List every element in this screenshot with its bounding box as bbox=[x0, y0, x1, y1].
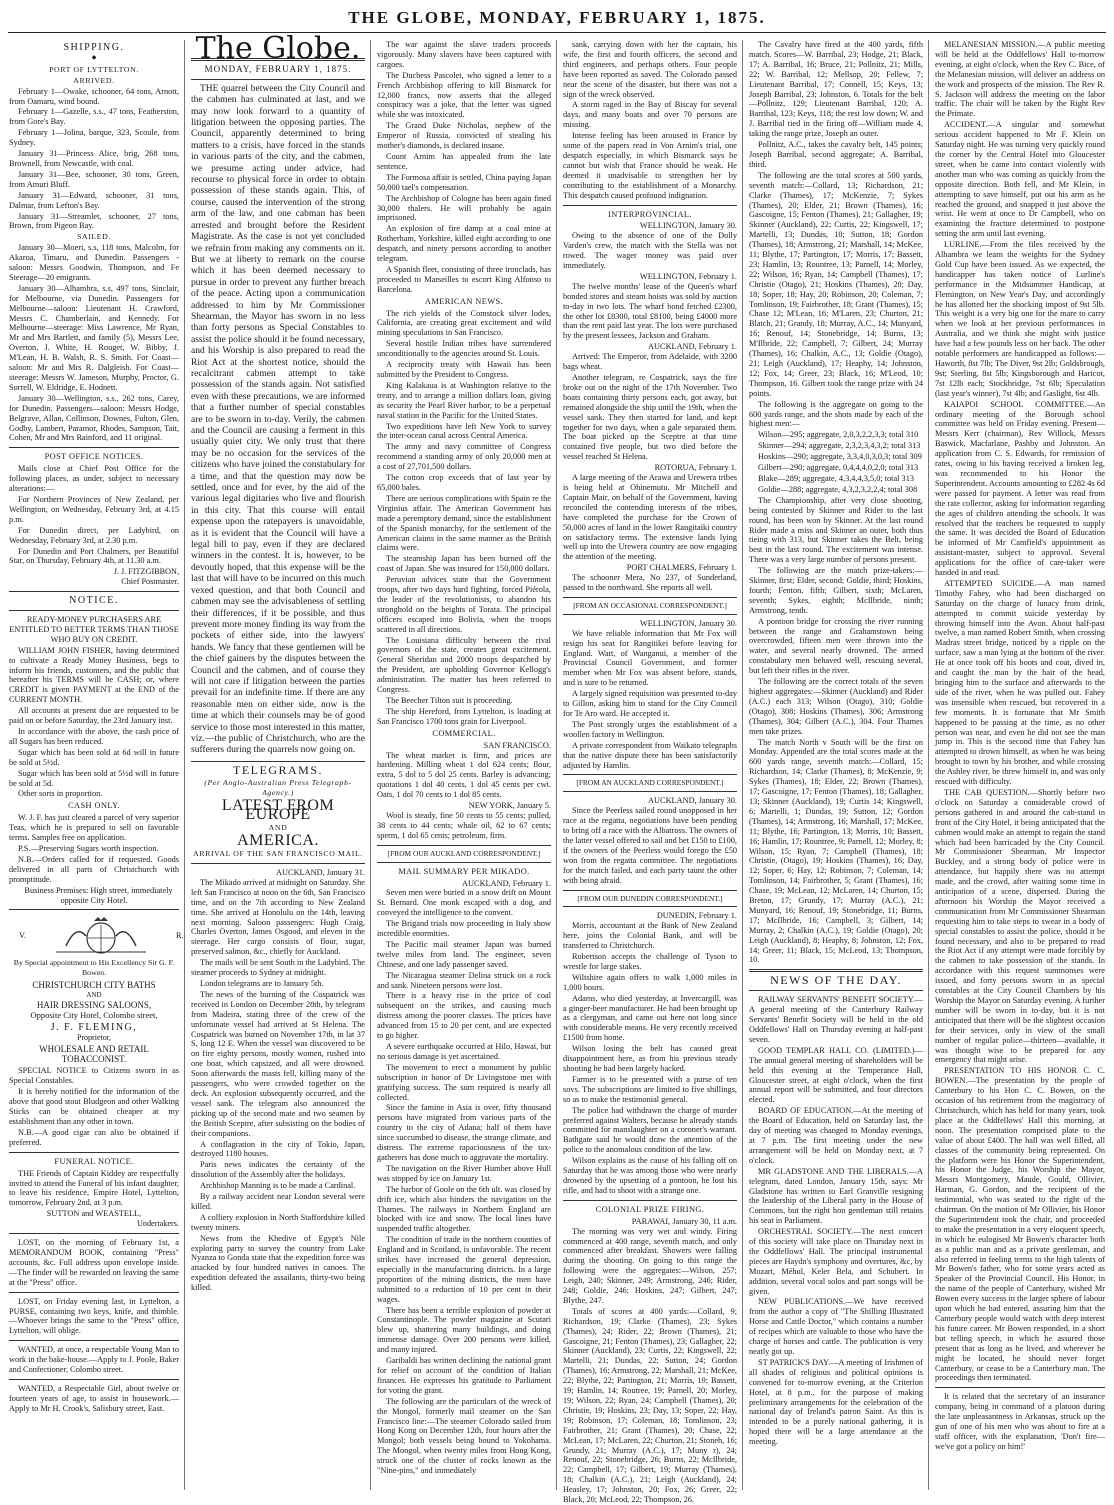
dateline-small: AUCKLAND, January 31. bbox=[276, 868, 365, 878]
news-para: RAILWAY SERVANTS' BENEFIT SOCIETY.—A general meeting of the Canterbury Railway Servants' Benefit Society will be held in the old Oddfellows' Hall on Thursday evening at half-past seven. bbox=[749, 995, 923, 1044]
dateline-small: SAN FRANCISCO. bbox=[483, 740, 551, 750]
post-office-heading: POST OFFICE NOTICES. bbox=[44, 452, 144, 462]
news-para: Pollnitz, A.C., takes the cavalry belt, 145 points; Joseph Barribal, second aggregate; A. Barribal, third. bbox=[749, 140, 923, 169]
shipping-item: January 30—Alhambra, s.s, 497 tons, Sinclair, for Melbourne, via Dunedin. Passengers for Melbourne—saloon: Lieutenant H. Crawford, Messrs C. Chamberlain, and Kennedy. For Melbourne—steerage: Miss Lawrence, Mr Ryan, Mr and Mrs Bartlett, and family (5), Messrs Lee, Overton, J. White, H. Rouget, W. Bibby, J. M'Lean, H. B. Walsh, R. S. Smith. For Coast—saloon: Mr and Mrs R. Dalgleish. For Coast—steerage: Messrs W. Jameson, Murphy, Proctor, G. Sorrell, W. Eldridge, E. Hodnett. bbox=[9, 283, 179, 392]
news-para: Adams, who died yesterday, at Invercargill, was a ginger-beer manufacturer. He had been brought up as a clergyman, and came out here not long since with considerable means. He very recently received £1500 from home. bbox=[563, 993, 737, 1043]
column-3 bbox=[372, 40, 556, 1490]
saloon-heading: HAIR DRESSING SALOONS, bbox=[36, 1000, 152, 1011]
news-para: ST PATRICK'S DAY.—A meeting of Irishmen of all shades of religious and political opinions is convened for to-morrow evening, at the Criterion Hotel, at 8 p.m., for the purpose of making preliminary arrangements for the celebration of the national day of Ireland's patron Saint. As this is intended to be a purely national gathering, it is hoped there will be a large attendance at the meeting. bbox=[749, 1357, 923, 1447]
news-para: NEW PUBLICATIONS.—We have received from the author a copy of "The Shilling Illustrated Horse and Cattle Doctor," which contains a number of recipes which are valuable to those who have the charge of horses and cattle. The publication is very neatly got up. bbox=[749, 1297, 923, 1356]
port-heading: PORT OF LYTTELTON. bbox=[49, 64, 139, 74]
news-para: A storm raged in the Bay of Biscay for several days, and many boats and over 70 persons are missing. bbox=[563, 100, 737, 130]
dateline-small: PARAWAI, January 30, 11 a.m. bbox=[631, 1216, 737, 1226]
arrival-heading: ARRIVAL OF THE SAN FRANCISCO MAIL. bbox=[193, 849, 363, 859]
news-para: ACCIDENT.—A singular and somewhat serious accident happened to Mr F. Klein on Saturday night. He was turning very quickly round the corner by the Central Hotel into Gloucester street, when he came into contact violently with another man who was coming as quickly from the opposite direction. Both fell, and Mr Klein, in attempting to save himself, put out his arm as he reached the ground, and snapped it just above the wrist. He went at once to Dr Campbell, who on examining the fracture determined to postpone setting the arm until last evening. bbox=[935, 120, 1105, 239]
dateline-small: ROTORUA, February 1. bbox=[654, 463, 737, 473]
telegram-para: Paris news indicates the certainty of the dissolution of the Assembly after the holidays. bbox=[191, 1160, 365, 1180]
signature: J. J. FITZGIBBON, bbox=[113, 567, 179, 577]
america-heading: AMERICA. bbox=[237, 832, 319, 850]
news-para: A private correspondent from Waikato telegraphs that the native dispute there has been satisfactorily adjusted by Hamlin. bbox=[563, 740, 737, 770]
funeral-heading: FUNERAL NOTICE. bbox=[54, 1156, 134, 1166]
divider bbox=[935, 1387, 1105, 1388]
prize-firing-heading: COLONIAL PRIZE FIRING. bbox=[595, 1204, 705, 1214]
news-para: Arrived: The Emperor, from Adelaide, with 3200 bags wheat. bbox=[563, 352, 737, 372]
news-para: GOOD TEMPLAR HALL CO. (LIMITED.)—The annual general meeting of shareholders will be held this evening at the Temperance Hall, Gloucester street, at eight o'clock, when the first annual report will be submitted, and four directors elected. bbox=[749, 1045, 923, 1105]
news-para: There has been a terrible explosion of powder at Constantinople. The powder magazine at Scutari blew up, shattering many buildings, and doing immense damage. Over 200 persons were killed, and many injured. bbox=[377, 1305, 551, 1355]
news-para: Peruvian advices state that the Government troops, after two days hard fighting, forced Piérola, the leader of the revolutionists, to abandon his stronghold on the heights of Torata. The principal officers escaped into Bolivia, when the troops scattered in all directions. bbox=[377, 575, 551, 634]
shipping-item: January 31—Bee, schooner, 30 tons, Green, from Amuri Bluff. bbox=[9, 169, 179, 189]
news-para: The wheat market is firm, and prices are hardening. Milling wheat 1 dol 624 cents; flour, extra, 5 dol to 5 dol 25 cents. Barley is advancing; quotations 1 dol 40 cents, 1 dol 45 cents per cwt. Oats, 1 dol 70 cents to 1 dol 85 cents. bbox=[377, 750, 551, 800]
news-para: The condition of trade in the northern counties of England and in Scotland, is unfavorable. The recent strikes have increased the general depression, especially in the manufacturing districts. In a large proportion of the mining districts, the men have submitted to a reduction of 10 per cent in their wages. bbox=[377, 1235, 551, 1304]
post-office-para: For Northern Provinces of New Zealand, per Wellington, on Wednesday, February 3rd, at 4.15 p.m. bbox=[9, 494, 179, 524]
news-para: A large meeting of the Arawa and Urewera tribes is being held at Ohinemutu. Mr Mitchell and Captain Mair, on behalf of the Government, having reconciled the contending interests of the tribes, have completed the purchase for the Crown of 50,000 acres of land in the lower Rangitaiki country on satisfactory terms. The extensive lands lying well up into the Urewera country are now engaging the attention of the meeting. bbox=[563, 473, 737, 562]
news-para: The Nicaragua steamer Delina struck on a rock and sank. Nineteen persons were lost. bbox=[377, 970, 551, 990]
news-para: The police had withdrawn the charge of murder preferred against Walters, because he already stands committed for manslaughter on a coroner's warrant. Bathgate said he would draw the attention of the police to the anomalous condition of the law. bbox=[563, 1105, 737, 1155]
dateline-small: AUCKLAND, February 1. bbox=[462, 878, 551, 888]
news-para: Owing to the absence of one of the Dolly Varden's crew, the match with the Stella was not rowed. The wager money was paid over immediately. bbox=[563, 231, 737, 271]
news-para: Since the famine in Asia is over, fifty thousand persons have migrated from various parts of the country to the city of Adana; half of them have since succumbed to disease, the strange climate, and distress. The extreme rapaciousness of the tax-gatherers has done much to aggravate the mortality. bbox=[377, 1103, 551, 1162]
divider bbox=[749, 990, 923, 991]
telegram-para: The news of the burning of the Cospatrick was received in London on December 28th, by telegram from Madeira, stating three of the crew of the unfortunate vessel had arrived at St Helena. The Cospatrick was burned on November 17th, in lat 37 S, long 12 E. When the vessel was discovered to be on fire eighty persons, mostly women, rushed into one boat, which capsized, and all were drowned. Soon afterwards the masts fell, killing many of the passengers, who were crowded together on the deck. An explosion subsequently occurred, and the vessel sank. The telegram also announced the picking up of the second mate and two seamen by the British Sceptre, after subsisting on the bodies of their companions. bbox=[191, 989, 365, 1138]
news-para: Count Arnim has appealed from the late sentence. bbox=[377, 151, 551, 171]
cash-para: P.S.—Preserving Sugars worth inspection. bbox=[18, 843, 159, 853]
cash-only-heading: CASH ONLY. bbox=[68, 801, 120, 811]
news-para: Another telegram, re Cospatrick, says the fire broke out on the night of the 17th November. Two boats containing thirty persons each, got away, but remained alongside the ship until the 19th, when the vessel sank. They then started for land, and kept together for two days, when a gale separated them. The boat picked up the Sceptre at that time contained five people, but two died before the vessel reached St Helena. bbox=[563, 373, 737, 462]
news-para: The following are the correct totals of the seven highest aggregates:—Skinner (Auckland) and Rider (A.C.) each 313; Wilson (Otago), 310; Goldie (Otago), 308; Hoskins (Thames), 306; Armstrong (Thames), 304; Gilbert (A.C.), 304. Four Thames men take prizes. bbox=[749, 677, 923, 736]
shipping-item: February 1—Jolina, barque, 323, Scoule, from Sydney. bbox=[9, 128, 179, 148]
notice-para: Sugar which has been sold at 6d will in future be sold at 5½d. bbox=[9, 747, 179, 767]
telegram-para: The mails will be sent South in the Ladybird. The steamer proceeds to Sydney at midnight. bbox=[191, 958, 365, 978]
news-para: A largely signed requisition was presented to-day to Gillon, asking him to stand for the City Council for Te Aro ward. He accepted it. bbox=[563, 689, 737, 718]
divider bbox=[563, 1200, 737, 1201]
column-rule bbox=[370, 40, 371, 1490]
news-para: sank, carrying down with her the captain, his wife, the first and fourth officers, the second and third engineers, and perhaps others. Four people have been reported as saved. The Colorado passed near the scene of the disaster, but there was not a sign of the wreck observed. bbox=[563, 40, 737, 99]
news-para: The schooner Mera, No 237, of Sunderland, passed to the northward. She reports all well. bbox=[563, 573, 737, 593]
dateline: MONDAY, FEBRUARY 1, 1875. bbox=[204, 63, 352, 74]
news-para: MR GLADSTONE AND THE LIBERALS.—A telegram, dated London, January 15th, says: Mr Gladstone has written to Earl Granville resigning the leadership of the Liberal party in the House of Commons, but the right hon gentleman still retains his seat in Parliament. bbox=[749, 1166, 923, 1226]
divider bbox=[9, 909, 179, 910]
news-para: The rich yields of the Comstock silver lodes, California, are creating great excitement and wild mining speculations in San Francisco. bbox=[377, 308, 551, 338]
news-para: Several hostile Indian tribes have surrendered unconditionally to the agencies around St. Louis. bbox=[377, 339, 551, 359]
news-para: The following is the aggregate on going to the 600 yards range, and the shots made by each of the highest men:— bbox=[749, 399, 923, 429]
address-line: Opposite City Hotel, Colombo street, bbox=[30, 1009, 158, 1020]
divider bbox=[9, 610, 179, 611]
column-rule bbox=[184, 40, 185, 1490]
news-para: Farmer is to be presented with a purse of ten sovs. The subscriptions are limited to five shillings, so as to make the testimonial general. bbox=[563, 1074, 737, 1104]
correspondent-tag: [FROM AN AUCKLAND CORRESPONDENT.] bbox=[563, 774, 737, 792]
divider bbox=[749, 969, 923, 972]
score-line: Goldie—288; aggregate, 4,3,2,3,2,2,4; total 308 bbox=[758, 484, 918, 494]
news-para: The Formosa affair is settled, China paying Japan 50,000 tael's compensation. bbox=[377, 172, 551, 192]
news-para: ATTEMPTED SUICIDE.—A man named Timothy Fahey, who had been discharged on Saturday on the charge of lunacy from drink, attempted to commit suicide yesterday by throwing himself into the Avon. About half-past twelve, a man named Robert Smith, when crossing Madras street bridge, noticed by a ripple on the surface, saw a man lying at the bottom of the river. He at once took off his boots and coat, dived in, and caught the man by the hair of the head, bringing him to the surface and afterwards to the side of the river, when he was pulled out. Fahey was insensible when rescued, but recovered in a few moments. It is fortunate that Mr Smith happened to be passing at the time, as no other person was near, and even he did not see the man jump in. This is the second time that Fahey has attempted to drown himself, as when he was being brought to town by his brother, and while crossing the Ashley river, he threw himself in, and was only rescued with difficulty. bbox=[935, 578, 1105, 787]
divider bbox=[191, 761, 365, 762]
classified-ad: LOST, on Friday evening last, in Lyttelton, a PURSE, containing two keys, knife, and thimble.—Whoever brings the same to the "Press" office, Lyttelton, will oblige. bbox=[9, 1296, 179, 1336]
news-para: Seven men were buried in a snow drift on Mount St. Bernard. One monk escaped with a dog, and conveyed the intelligence to the convent. bbox=[377, 888, 551, 918]
score-line: Blake—289; aggregate, 4,3,4,4,3,5,0; total 313 bbox=[758, 473, 914, 483]
telegrams-heading: TELEGRAMS. bbox=[233, 762, 323, 777]
column-4 bbox=[558, 40, 742, 1505]
telegram-para: The Mikado arrived at midnight on Saturday. She left San Francisco at noon on the 6th, San Francisco time, and on the 7th according to New Zealand time. She arrived at Honolulu on the 14th, leaving next morning. Saloon passengers: Hugh Craig, Charles Overton, James Osgood, and eleven in the steerage. Her cargo consists of flour, sugar, preserved salmon, &c., chiefly for Auckland. bbox=[191, 877, 365, 957]
divider bbox=[9, 1152, 179, 1153]
funeral-signature-title: Undertakers. bbox=[136, 1219, 179, 1229]
dateline-small: WELLINGTON, February 1. bbox=[639, 271, 737, 281]
latest-heading: LATEST FROM EUROPE bbox=[221, 796, 335, 824]
and-label: AND bbox=[86, 991, 102, 1000]
commercial-heading: COMMERCIAL. bbox=[432, 728, 496, 738]
notice-para: Sugar which has been sold at 5½d will in future be sold at 5d. bbox=[9, 768, 179, 788]
classified-ad: WANTED, a Respectable Girl, about twelve or fourteen years of age, to assist in housework.—Apply to Mr H. Crook's, Salisbury street, East. bbox=[9, 1383, 179, 1413]
telegram-para: Archbishop Manning is to be made a Cardinal. bbox=[200, 1181, 356, 1191]
crest-letter: V. bbox=[19, 931, 26, 941]
notice-subheading: READY-MONEY PURCHASERS ARE ENTITLED TO BETTER TERMS THAN THOSE WHO BUY ON CREDIT. bbox=[9, 615, 179, 644]
news-para: The match North v South will be the first on Monday. Appended are the total scores made at the 600 yards range, seventh match:—Collard, 15; Richardson, 14; Clarke (Thames), 8; McKenzie, 9; Sykes (Thames), 18; Elder, 22; Brown (Thames), 17; Gascoigne, 17; Fenton (Thames), 18; Gallagher, 13; Skinner (Auckland), 19; Curtis 14; Kingswell, 6; Martelli, 1; Dundas, 19; Sutton, 12; Gordon (Thames), 14; Armstrong, 16; Marshall, 17; McKee, 11; Blythe, 16; Partington, 13; Morris, 10; Bassett, 16; Hamlin, 17; Rountree, 9; Parnell, 12; Morley, 8; Wilson, 15; Ryan, 7; Campbell (Thames), 18; Christie, (Otago), 19; Hoskins (Thames), 16; Day, 12; Soper, 6; Hay, 12; Robinson, 7; Coleman, 14; Tomlinson, 14; Fairbrother, 5; Grant (Thames), 16; Chase, 19; McLean, 12; McLaren, 14; Churton, 15; Breton, 17; Grundy, 17; Murray (A.C.), 21; Munyard, 16; Renouf, 19; Stonebridge, 11; Burns, 17; McIlbride, 16; Campbell, 3; Gilbert, 14; Murray, 2; Chalkin (A.C.), 19; Goldie (Otago), 20; Leigh (Auckland), 8; Heaphy, 8; Johnston, 12; Fox, 14; Greer, 11; Black, 15; McLeod, 13; Thompson, 10. bbox=[749, 737, 923, 965]
notice-para: In accordance with the above, the cash price of all Sugars has been reduced. bbox=[9, 727, 179, 746]
telegram-para: By a railway accident near London several were killed. bbox=[191, 1192, 365, 1211]
shipping-item: January 31—Edward, schooner, 31 tons, Dalmar, from Lefton's Bay. bbox=[9, 190, 179, 210]
leader-article: THE quarrel between the City Council and the cabmen has culminated at last, and we may now look forward to a quantity of litigation between the opposing parties. The Council, apparently determined to bring matters to a crisis, have forced in the stands in various parts of the city, and the cabmen, we presume acting under advice, had recourse to physical force in order to obtain possession of these stands again. This, of course, caused the intervention of the strong arm of the law, and one cabman has been arrested and brought before the Resident Magistrate. As the case is not yet concluded we refrain from making any comments on it. But we at liberty to remark on the course which it has been deemed necessary to pursue in order to prevent any further breach of the peace. Acting upon a communication addressed to him by Mr Commissioner Shearman, the Mayor has sworn in no less than forty persons as Special Constables to assist the police should it be found necessary, and his Worship is also prepared to read the Riot Act at the shortest notice, should the recalcitrant cabmen attempt to take possession of the stands again. Not satisfied even with these precautions, we are informed that a further number of special constables are to be sworn in to-day. Verily, the cabmen and the Council are causing a ferment in this usually quiet city. We only trust that there may be no occasion for the services of the citizens who have joined the constabulary for a time, and that the question may now be settled, once and for ever, by the aid of the various legal digitaries who live and flourish in this city. That this course will entail expense upon the ratepayers is unavoidable, as it is evident that the Council will have a legal bill to pay, even if they are declared winners in the contest. It is, however, to be devoutly hoped, that this expense will be the last that will have to be incurred on this much vexed question, and that both Council and cabmen may see the advisableness of settling their differences, if it be possible, and thus prevent more money finding its way from the pockets of either side, into the lawyers' hands. We fancy that these gentlemen will be the chief gainers by the disputes between the Council and the cabmen, and of course they will not care if litigation between the parties prevail for an indefinite time. If there are any reasonable men on either side, now is the time at which their counsels may be of good service to those most interested in this matter, viz.—the public of Christchurch, who are the sufferers during the quarrels now going on. bbox=[191, 83, 365, 756]
classified-ad: WANTED, at once, a respectable Young Man to work in the bake-house.—Apply to J. Poole, Baker and Confectioner, Colombo street. bbox=[9, 1345, 179, 1375]
news-para: An explosion of fire damp at a coal mine at Rotherham, Yorkshire, killed eight according to one despatch, and ninety persons according to another telegram. bbox=[377, 224, 551, 264]
masthead-rule bbox=[8, 32, 1106, 33]
news-para: There is a heavy rise in the price of coal subsequent on the strikes, and causing much distress among the poorer classes. The prices have advanced from 15 to 20 per cent, and are expected to go higher. bbox=[377, 991, 551, 1041]
divider bbox=[9, 1292, 179, 1293]
news-para: MELANESIAN MISSION.—A public meeting will be held at the Oddfellows' Hall to-morrow evening, at eight o'clock, when the Rev C. Bice, of the Melanesian mission, will deliver an address on the work and prospects of the mission. The Rev R. S. Jackson will address the meeting on the labor traffic. The chair will be taken by the Right Rev the Primate. bbox=[935, 40, 1105, 119]
correspondent-tag: [FROM OUR AUCKLAND CORRESPONDENT.] bbox=[377, 845, 551, 863]
shipping-heading: SHIPPING. bbox=[63, 42, 125, 53]
news-of-the-day-heading: NEWS OF THE DAY. bbox=[770, 973, 902, 988]
news-para: Since the Peerless sailed round unopposed in her race at the regatta, negotiations have been pending to bring off a race with the Albatross. The owners of the latter vessel offered to sail and bet £150 to £100, if the owners of the Peerless would forego the £50 won from the regatta committee. The negotiations for the match failed, and each party taunt the other with being afraid. bbox=[563, 806, 737, 885]
news-para: The army and navy committee of Congress recommend a standing army of only 20,000 men at a cost of 27,701,500 dollars. bbox=[377, 442, 551, 472]
column-rule bbox=[556, 40, 557, 1490]
news-para: The twelve months' lease of the Queen's wharf bonded stores and steam hoists was sold by auction to-day in two lots. The wharf bond fetched £2300, the other lot £8300, total £8100, being £4000 more than the rent paid last year. The lots were purchased by the present lessees, Jackson and Graham. bbox=[563, 281, 737, 341]
funeral-para: THE Friends of Captain Kiddey are respectfully invited to attend the Funeral of his infant daughter, to leave his residence, Empire Hotel, Lyttelton, tomorrow, February 2nd, at 3 p.m. bbox=[9, 1168, 179, 1208]
column-rule bbox=[928, 40, 929, 1490]
news-para: The movement to erect a monument by public subscription in honor of Dr Livingstone met with gratifying success. The sum required is nearly all collected. bbox=[377, 1062, 551, 1102]
shipping-item: February 1—Gazelle, s.s., 47 tons, Featherston, from Gore's Bay. bbox=[9, 107, 179, 127]
notice-para: All accounts at present due are requested to be paid on or before Saturday, the 23rd January inst. bbox=[9, 706, 179, 726]
telegrams-subheading: (Per Anglo-Australian Press Telegraph-Agency.) bbox=[204, 777, 352, 797]
dateline-small: WELLINGTON, January 30. bbox=[639, 221, 737, 231]
proprietor-label: Proprietor, bbox=[76, 1032, 112, 1042]
news-para: The ship Hereford, from Lyttelton, is loading at San Francisco 1700 tons grain for Liverpool. bbox=[377, 706, 551, 726]
signature-title: Chief Postmaster. bbox=[121, 577, 179, 587]
news-para: The Archbishop of Cologne has been again fined 30,000 thalers. He will probably be again imprisoned. bbox=[377, 193, 551, 223]
ornament-icon: ◆ bbox=[91, 54, 97, 61]
score-line: Hoskins—290; aggregate, 3,3,4,0,3,0,3; total 309 bbox=[758, 452, 922, 462]
divider bbox=[9, 1233, 179, 1234]
dateline-small: AUCKLAND, January 30. bbox=[648, 796, 737, 806]
news-para: Garibaldi has written declining the national grant for relief on account of the condition of Italian finances. He expresses his gratitude to Parliament for voting the grant. bbox=[377, 1356, 551, 1395]
dateline-small: NEW YORK, January 5. bbox=[468, 801, 551, 811]
notice-para: WILLIAM JOHN FISHER, having determined to cultivate a Ready Money Business, begs to inform his friends, customers, and the public that hereafter his TERMS will be CASH; or, where CREDIT is given PAYMENT at the END of the CURRENT MONTH. bbox=[9, 645, 179, 705]
divider bbox=[9, 1340, 179, 1341]
news-para: BOARD OF EDUCATION.—At the meeting of the Board of Education, held on Saturday last, the day of meeting was changed to Monday evenings, at 7 p.m. The first meeting under the new arrangement will be held on Monday next, at 7 o'clock. bbox=[749, 1106, 923, 1165]
telegram-para: A colliery explosion in North Staffordshire killed twenty miners. bbox=[191, 1212, 365, 1232]
royal-arms-icon bbox=[26, 916, 176, 956]
sailed-heading: SAILED. bbox=[77, 232, 111, 242]
mail-summary-heading: MAIL SUMMARY PER MIKADO. bbox=[398, 866, 530, 876]
shipping-item: January 31—Streamlet, schooner, 27 tons, Brown, from Pigeon Bay. bbox=[9, 211, 179, 231]
shipping-item: January 30—Wellington, s.s., 262 tons, Carey, for Dunedin. Passengers—saloon: Messrs Hodge, Belgrave, Allan, Collinson, Downes, Fulton, Glen, Godby, Lambert, Paramor, Rhodes, Sampson, Tait, Cohen, Mr and Mrs Rainford, and 11 original. bbox=[9, 393, 179, 443]
post-office-para: For Dunedin and Port Chalmers, per Beautiful Star, on Thursday, February 4th, at 11.30 a.m. bbox=[9, 546, 179, 566]
news-para: The Grand Duke Nicholas, nephew of the Emperor of Russia, convicted of stealing his mother's diamonds, is declared insane. bbox=[377, 121, 551, 151]
notice-para: Other sorts in proportion. bbox=[18, 789, 103, 799]
news-para: Two expeditions have left New York to survey the inter-ocean canal across Central America. bbox=[377, 421, 551, 441]
news-para: The steamship Japan has been burned off the coast of Japan. She was insured for 150,000 dollars. bbox=[377, 554, 551, 574]
news-para: A reciprocity treaty with Hawaii has been submitted by the President to Congress. bbox=[377, 360, 551, 379]
interprovincial-heading: INTERPROVINCIAL. bbox=[608, 209, 692, 219]
news-para: The Post strongly urges the establishment of a woollen factory in Wellington. bbox=[563, 719, 737, 739]
post-office-para: Mails close at Chief Post Office for the following places, as under, subject to necessary alterations:— bbox=[9, 464, 179, 494]
news-para: The cotton crop exceeds that of last year by 65,000 bales. bbox=[377, 473, 551, 492]
news-para: The Cavalry have fired at the 400 yards, fifth match. Scores—W. Barribal, 23; Hodge, 21; Black, 17; A. Barribal, 16; Bruce, 21; Pollnitz, 21; Mills, 22; W. Barribal, 12; Mellsop, 20; Fellew, 7; Lieutenant Barribal, 17; Connell, 15; Keys, 13; Joseph Barribal, 23; Johnston, 6. Totals for the belt—Pollnitz, 129; Lieutenant Barribal, 120; A. Barribal, 123; Keys, 118; the rest low down; W. and J. Barribal tied in the firing off—William made 4, taking the range prize, Joseph an outer. bbox=[749, 40, 923, 139]
cash-para: N.B.—Orders called for if requested. Goods delivered in all parts of Christchurch with promptitude. bbox=[9, 854, 179, 884]
funeral-signature: SUTTON and WEASTELL, bbox=[46, 1209, 142, 1219]
telegram-para: London telegrams are to January 5th. bbox=[200, 979, 324, 988]
masthead: THE GLOBE, MONDAY, FEBRUARY 1, 1875. bbox=[348, 8, 766, 27]
news-para: There are serious complications with Spain re the Virginius affair. The American Government has made a peremptory demand, since the establishment of the Spanish monarchy, for the settlement of the American claims in the same manner as the British claims were. bbox=[377, 493, 551, 553]
news-para: The war against the slave traders proceeds vigorously. Many slavers have been captured with cargoes. bbox=[377, 40, 551, 69]
news-para: KAIAPOI SCHOOL COMMITTEE.—An ordinary meeting of the Borough school committee was held on Friday evening. Present—Messrs Kerr (chairman), Rev Willock, Messrs Baswick, Macfarlane, Pashby and Johnston. An application from C. S. Edwards, for remission of rates, owing to his having received a broken leg, was recommended to his Honor the Superintendent. Accounts amounting to £282 4s 6d were passed for payment. A letter was read from the rate collector, asking for information regarding the ages of children attending the schools. It was resolved that the teachers be requested to supply the same. It was decided the Board of Education be informed of Mr Camfield's appointment as assistant-master, subject to approval. Several applications for the office of care-taker were handed in and read. bbox=[935, 399, 1105, 578]
shipping-item: February 1—Owake, schooner, 64 tons, Arnott, from Oamaru, wind bound. bbox=[9, 86, 179, 106]
shipping-item: January 31—Princess Alice, brig, 268 tons, Brownell, from Newcastle, with coal. bbox=[9, 149, 179, 168]
column-2 bbox=[186, 31, 370, 1490]
correspondent-tag: [FROM OUR DUNEDIN CORRESPONDENT.] bbox=[563, 890, 737, 908]
news-para: ORCHESTRAL SOCIETY.—The next concert of this society will take place on Thursday next in the Oddfellows' Hall. The principal instrumental pieces are Haydn's symphony and overtures, &c, by Mozart, Méhul, Keler Bela, and Schubert. In addition, several vocal solos and part songs will be given. bbox=[749, 1227, 923, 1296]
classified-ad: LOST, on the morning of February 1st, a MEMORANDUM BOOK, containing "Press" accounts, &c. Full address upon envelope inside.—The finder will be rewarded on leaving the same at the "Press" office. bbox=[9, 1238, 179, 1287]
news-para: Robertson accepts the challenge of Tyson to wrestle for large stakes. bbox=[563, 952, 737, 971]
baths-heading: CHRISTCHURCH CITY BATHS bbox=[32, 980, 156, 991]
news-para: We have reliable information that Mr Fox will resign his seat for Rangitikei before leaving for England. Watt, of Wanganui, a member of the Provincial Council Government, and former member when Mr Fox was absent before, stands, and is sure to be returned. bbox=[563, 628, 737, 688]
royal-crest bbox=[9, 914, 184, 958]
divider bbox=[9, 447, 179, 448]
news-para: Wilson explains as the cause of his falling off on Saturday that he was among those who were nearly drowned by the upsetting of a pontoon, he lost his rifle, and had to shoot with a strange one. bbox=[563, 1156, 737, 1195]
news-para: It is related that the secretary of an insurance company, being in command of a platoon during the late unpleasantness in Arkansas, struck up the gun of one of his men who was about to fire at a staff officer, with the explanation, 'Don't fire—we've got a policy on him!' bbox=[935, 1392, 1105, 1451]
dateline-small: WELLINGTON, January 30. bbox=[639, 618, 737, 628]
news-para: The Championship, after very close shooting, being contested by Skinner and Rider to the last round, has been won by Skinner. At the last round Rider made a miss and Skinner an outer, both thus tieing with 313, but Skinner takes the Belt, being best in the last round. The excitement was intense. There was a very large number of persons present. bbox=[749, 495, 923, 565]
news-para: PRESENTATION TO HIS HONOR C. C. BOWEN.—The presentation by the people of Canterbury to his Hon C. C. Bowen, on the occasion of his retirement from the magistracy of Christchurch, which has held for many years, took place at the Oddfellows' Hall this morning, at noon. The presentation comprised plate to the value of about £400. The hall was well filled, all classes of the community being represented. On the platform were his Honor the Superintendent, his Honor the Judge, his Worship the Mayor, Messrs Montgomery, Maude, Gould, Ollivier, Harman, G. Gordon, and the recipient of the testimonial, who was seated to the right of the chairman. On the motion of Mr Ollivier, his Honor the Superintendent took the chair, and proceeded to make the presentation in a very eloquent speech, in which he eulogised Mr Bowen's character both as a public man and as a private gentleman, and also referred in feeling terms to the high talents of Mr Bowen's father, who for some years acted as Speaker of the Provincial Council. His Honor, in the name of the people of Canterbury, wished Mr Bowen every success in the larger sphere of labour upon which he had entered, assuring him that the Canterbury people would watch with deep interest his future career. Mr Bowen responded, in a short but telling speech, in which he assured those present that as long as he lived, and wherever he might be located, he should never forget Canterbury, or cease to be a Canterbury man. The proceedings then terminated. bbox=[935, 1066, 1105, 1383]
news-para: King Kalakaua is at Washington relative to the treaty, and to arrange a million dollars loan, giving as security the Pearl River harbor, to be a perpetual naval station in the Pacific for the United States. bbox=[377, 380, 551, 420]
cash-para: Business Premises: High street, immediately opposite City Hotel. bbox=[24, 885, 173, 905]
notice-heading: NOTICE. bbox=[69, 595, 119, 607]
news-para: Totals of scores at 400 yards:—Collard, 9; Richardson, 19; Clarke (Thames), 23; Sykes (Thames), 24; Rider, 22; Brown (Thames), 21; Gascoigne, 21; Fenton (Thames), 23; Gallagher, 22; Skinner (Auckland), 23; Curtis, 22; Kingswell, 22; Martelli, 21; Dundas, 22; Sutton, 24; Gordon (Thames), 16; Armstrong, 22; Marshall, 21; McKee, 22; Blythe, 22; Partington, 21; Morris, 19; Bassett, 19; Hamlin, 14; Routree, 19; Parnell, 20; Morley, 19; Wilson, 22; Ryan, 24; Campbell (Thames), 20; Christie, 19; Hoskins, 23; Day, 13; Soper, 22; Hay, 19; Robinson, 17; Coleman, 18; Tomlinson, 23; Fairbrother, 21; Grant (Thames), 20; Chase, 22; McLean, 17; McLaren, 22; Churton, 21; Stoneh, 16; Grundy, 21; Murray (A.C.), 17; Muny r), 24; Renouf, 22; Stonebridge, 26; Burns, 22; McIlbride, 22; Campbell, 17; Gilbert, 19; Murray (Thames), 18; Chalkin (A.C.), 21; Leigh (Auckland), 24; Heasley, 17; Johnston, 20; Fox, 26; Greer, 22; Black, 20; McLeod, 22; Thompson, 26. bbox=[563, 1306, 737, 1505]
column-5 bbox=[744, 40, 928, 1490]
news-para: The morning was very wet and windy. Firing commenced at 400 range, seventh match, and only commenced after breakfast. Showers were falling during the shooting. On going to this range the following were the aggregates:—Wilson, 257; Leigh, 240; Skinner, 249; Armstrong, 246; Rider, 248; Goldie, 246; Hoskins, 247; Gilbert, 247; Blythe, 247. bbox=[563, 1226, 737, 1305]
news-para: The following are the match prize-takers:—Skinner, first; Elder, second; Goldie, third; Hoskins, fourth; Fenton, fifth; Gilbert, sixth; McLaren, seventh; Sykes, eighth; McIlbride, ninth; Armstrong, tenth. bbox=[749, 566, 923, 615]
arrived-heading: ARRIVED. bbox=[73, 75, 115, 85]
news-para: Wiltshire again offers to walk 1,000 miles in 1,000 hours. bbox=[563, 972, 737, 992]
news-para: The Beecher Tilton suit is proceeding. bbox=[386, 696, 513, 705]
and-label: AND bbox=[268, 823, 288, 833]
news-para: Intense feeling has been aroused in France by some of the papers read in Von Arnim's trial, one despatch especially, in which Bismarck says he cannot but wish that France should be weak. He deemed it unadvisable to strengthen her by contributing to the establishment of a Monarchy. This despatch caused profound indignation. bbox=[563, 131, 737, 200]
news-para: The harbor of Goole on the 6th ult. was closed by drift ice, which also hinders the navigation on the Thames. The railways in Northern England are blocked with ice and snow. The local lines have suspended traffic altogether. bbox=[377, 1184, 551, 1234]
column-6 bbox=[930, 40, 1110, 1490]
tobacconist-para: N.B.—A good cigar can also be obtained if preferred. bbox=[9, 1127, 179, 1147]
divider bbox=[9, 591, 179, 592]
american-news-heading: AMERICAN NEWS. bbox=[424, 296, 504, 306]
post-office-para: For Dunedin direct, per Ladybird, on Wednesday, February 3rd, at 2.30 p.m. bbox=[9, 525, 179, 545]
correspondent-tag: [FROM AN OCCASIONAL CORRESPONDENT.] bbox=[563, 597, 737, 615]
tobacconist-heading: WHOLESALE AND RETAIL TOBACCONIST. bbox=[39, 1043, 149, 1064]
score-line: Skinner—294; aggregate, 2,3,2,3,4,3,2; total 313 bbox=[758, 441, 921, 451]
news-para: The Duchess Pascolet, who signed a letter to a French Archbishop offering to kill Bismarck for 12,000 francs, now asserts that the alleged conspiracy was a joke, that the letter was signed while she was intoxicated. bbox=[377, 70, 551, 120]
news-para: THE CAB QUESTION.—Shortly before two o'clock on Saturday a considerable crowd of persons gathered in and around the cab-stand in front of the City Hotel, it being anticipated that the cabmen would make an attempt to regain the stand which had been barricaded by the City Council. Mr Commissioner Shearman, Mr Inspector Buckley, and a strong body of police were in attendance, but happily there was no attempt made, and the crowd, after waiting some time in anticipation of a scene, dispersed. During the afternoon his Worship the Mayor received a communication from Mr Commissioner Shearman requesting him to take steps to swear in a body of special constables to assist the police, should it be found necessary, and also to be prepared to read the Riot Act if any attempt were made forcibly by the cabmen to take possession of the stands. In accordance with this request summonses were issued, and forty persons sworn in as special constables at the City Council Chambers by his Worship the Mayor on Saturday evening. A further number will be sworn in to-day, but it is not anticipated that there will be the slightest occasion for their services, only in view of the small number of regular police—thirteen—available, it was thought wise to be prepared for any emergency that might arise. bbox=[935, 787, 1105, 1065]
divider bbox=[9, 1379, 179, 1380]
crest-letter: R. bbox=[176, 931, 184, 941]
column-1 bbox=[4, 40, 184, 1490]
news-para: The Louisiana difficulty between the rival governors of the state, creates great excitement. General Sheridan and 2000 troops despatched by the President, are upholding Governor Kellogg's administration. The matter has been referred to Congress. bbox=[377, 635, 551, 695]
news-para: The navigation on the River Humber above Hull was stopped by ice on January 1st. bbox=[377, 1163, 551, 1183]
divider bbox=[191, 79, 365, 80]
news-para: LURLINE.—From the files received by the Alhambra we learn the weights for the Sydney Gold Cup have been issued. As we expected, the handicapper has taken notice of Lurline's performance in the Midsummer Handicap, at Flemington, on New Year's Day, and accordingly he has allotted her the shocking impost of 9st 5lb. This weight is a very big one for the mare to carry when we look at her previous performances in Australia, and we think she might with justice have had a few pounds less on her back. The other notable performers are handicapped as follows:—Haworth, 8st 7lb; The Diver, 9st 2lb; Goldsbrough, 9st; Sterling, 8st 5lb; Kingsborough and Haricot, 7st 12lb each; Stockbridge, 7st 6lb; Speculation (last year's winner), 7st 4lb; and Gaslight, 6st 4lb. bbox=[935, 240, 1105, 398]
divider bbox=[563, 205, 737, 206]
news-para: A severe earthquake occurred at Hilo, Hawai, but no serious damage is yet ascertained. bbox=[377, 1042, 551, 1061]
news-para: The following are the particulars of the wreck of the Mongol, formerly mail steamer on the San Francisco line:—The steamer Colorado sailed from Hong Kong on December 12th, four hours after the Mongol; both vessels being bound to Yokohama. The Mongol, when twenty miles from Hong Kong, struck one of the cluster of rocks known as the "Nine-pins," and immediately bbox=[377, 1396, 551, 1476]
news-para: Wilson losing the belt has caused great disappointment here, as from his previous steady shooting he had been largely backed. bbox=[563, 1044, 737, 1073]
news-para: Wool is steady, fine 50 cents to 55 cents; pulled, 38 cents to 44 cents; whale oil, 62 to 67 cents; sperm, 1 dol 65 cents; petroleum, firm. bbox=[377, 810, 551, 840]
score-line: Gilbert—290; aggregate, 0,4,4,4,0,2,0; total 313 bbox=[758, 463, 919, 473]
news-para: Morris, accountant at the Bank of New Zealand here, joins the Colonial Bank, and will be transferred to Christchurch. bbox=[563, 921, 737, 951]
shipping-item: January 30—Moeri, s.s, 118 tons, Malcolm, for Akaroa, Timaru, and Dunedin. Passengers - saloon: Messrs Goodwin, Thompson, and Fe Steerage—20 emigrants. bbox=[9, 243, 179, 282]
score-line: Wilson—295; aggregate, 2,0,3,2,2,3,3; total 310 bbox=[758, 430, 919, 440]
tobacconist-para: SPECIAL NOTICE to Citizens sworn in as Special Constables. bbox=[9, 1066, 179, 1086]
newspaper-logo: The Globe. bbox=[195, 31, 361, 66]
telegram-para: News from the Khedive of Egypt's Nile exploring party to survey the country from Lake Nyanza to Gonda state that the expedition force was attacked by four hundred natives in canoes. The expedition defeated the assailants, thirty-two being killed. bbox=[191, 1233, 365, 1293]
dateline-small: AUCKLAND, February 1. bbox=[648, 342, 737, 352]
telegram-para: A conflagration in the city of Tokio, Japan, destroyed 1180 houses. bbox=[191, 1139, 365, 1159]
cash-para: W. J. F. has just cleared a parcel of very superior Teas, which he is prepared to sell on favorable terms. Samples free on application. bbox=[9, 813, 179, 843]
column-rule bbox=[742, 40, 743, 1490]
news-para: The Brigand trials now proceeding in Italy show incredible enormities. bbox=[377, 919, 551, 939]
proprietor-name: J. F. FLEMING, bbox=[50, 1021, 138, 1033]
news-para: The following are the total scores at 500 yards, seventh match:—Collard, 13; Richardson, 21; Clarke (Thames), 17; McKenzie, 7; Sykes (Thames), 20; Elder, 21; Brown (Thames), 16; Gascoigne, 15; Fenton (Thames), 21; Gallagher, 19; Skinner (Auckland), 22; Curtis, 22; Kingswell, 17; Martelli, 13; Dundas, 10; Sutton, 18; Gordon (Thames), 18; Armstrong, 21; Marshall, 14; McKee, 11; Blythe, 17; Partington, 17; Morris, 17; Bassett, 23; Hamlin, 13; Rountree, 13; Parnell, 14; Morley, 22; Wilson, 16; Ryan, 14; Campbell (Thames), 17; Christie (Otago), 21; Hoskins (Thames), 20; Day, 18; Soper, 18; Hay, 20; Robinson, 20; Coleman, 7; Tomlinson, 19; Fairbrother, 18; Grant (Thames), 15; Chase 12; M'Lean, 16; M'Laren, 23; Churton, 21; Blatch, 21; Grandy, 18; Murray, A.C., 14; Munyard, 16; Renouf, 14; Stonebridge, 14; Burns, 13; M'Ilbride, 22; Campbell, 7; Gilbert, 24; Murray (Thames), 16; Chalkin, A.C., 13; Goldie (Otago), 21; Leigh (Auckland), 17; Heaphy, 14; Johnston, 12; Fox, 14; Greer, 23; Black, 16; M'Leod, 10; Thompson, 16. Gilbert took the range prize with 24 points. bbox=[749, 170, 923, 398]
news-para: A pontoon bridge for crossing the river running between the range and Grahamstown being overcrowded, fifteen men were thrown into the water, and several nearly drowned. The armed constabulary men behaved well, rescuing several, but left their rifles in the river. bbox=[749, 616, 923, 676]
divider bbox=[191, 863, 365, 864]
appointment-line: By Special appointment to His Excellency Sir G. F. Bowen. bbox=[13, 958, 175, 978]
tobacconist-para: It is hereby notified for the information of the above that good stout Bludgeon and other Walking Sticks can be obtained cheaper at my establishment than any other in town. bbox=[9, 1087, 179, 1126]
dateline-small: DUNEDIN, February 1. bbox=[656, 911, 737, 921]
news-para: The Pacific mail steamer Japan was burned twelve miles from land. The engineer, seven Chinese, and one lady passenger saved. bbox=[377, 939, 551, 969]
news-para: A Spanish fleet, consisting of three ironclads, has proceeded to Marseilles to escort King Alfonso to Barcelona. bbox=[377, 264, 551, 294]
dateline-small: PORT CHALMERS, February 1. bbox=[626, 563, 737, 573]
